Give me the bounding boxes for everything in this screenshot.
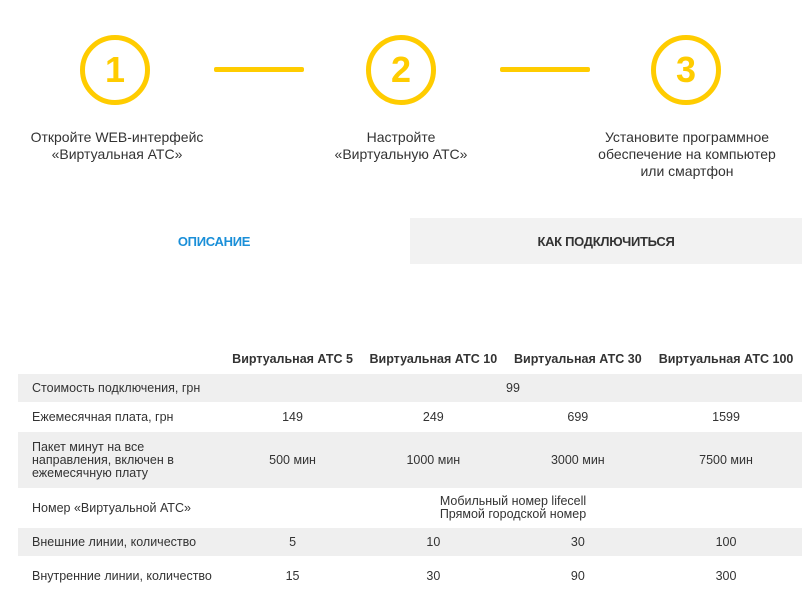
table-header-empty — [18, 338, 224, 374]
table-cell: 149 — [282, 409, 303, 424]
step-connector-2 — [500, 67, 590, 72]
tab-how-to-connect[interactable] — [410, 218, 802, 264]
number-value-line-2: Прямой городской номер — [439, 507, 587, 521]
table-header-plan-10: Виртуальная АТС 10 — [369, 352, 498, 366]
table-row-monthly-fee — [18, 402, 802, 432]
row-label: Стоимость подключения, грн — [18, 374, 224, 402]
step-1-circle — [80, 35, 150, 105]
step-3-line-2: обеспечение на компьютер — [598, 146, 776, 162]
table-header-plan-30: Виртуальная АТС 30 — [513, 352, 642, 366]
table-cell: 1000 мин — [361, 432, 506, 488]
table-header-row — [18, 338, 802, 374]
pricing-table — [18, 338, 802, 596]
step-2-circle — [366, 35, 436, 105]
table-row-minutes — [18, 432, 802, 488]
step-3-line-3: или смартфон — [640, 163, 734, 179]
row-label: Пакет минут на все направления, включен в ежемесячную плату — [18, 432, 224, 488]
table-row-number — [18, 488, 802, 528]
step-connector-1 — [214, 67, 304, 72]
connection-cost-value: 99 — [224, 374, 802, 402]
step-1-line-2: «Виртуальная АТС» — [51, 146, 183, 162]
row-label: Ежемесячная плата, грн — [32, 409, 174, 424]
table-cell: 7500 мин — [650, 432, 802, 488]
step-1-text — [7, 129, 227, 163]
table-cell: 249 — [422, 409, 444, 424]
table-cell: 10 — [361, 528, 506, 556]
step-2-line-1: Настройте — [366, 129, 436, 145]
table-row-external-lines — [18, 528, 802, 556]
table-cell: 300 — [715, 568, 737, 583]
number-value — [224, 488, 802, 528]
table-cell: 1599 — [712, 409, 740, 424]
table-cell: 15 — [285, 568, 300, 583]
step-1-line-1: Откройте WEB-интерфейс — [30, 129, 204, 145]
step-3-text — [577, 129, 797, 180]
tab-description-label: ОПИСАНИЕ — [177, 233, 251, 249]
table-cell: 500 мин — [224, 432, 361, 488]
number-value-line-1: Мобильный номер lifecell — [439, 494, 587, 508]
table-cell: 90 — [570, 568, 585, 583]
step-3-line-1: Установите программное — [604, 129, 770, 145]
table-cell: 100 — [650, 528, 802, 556]
table-row-connection-cost — [18, 374, 802, 402]
step-3-number: 3 — [675, 49, 697, 90]
table-header-plan-100: Виртуальная АТС 100 — [658, 352, 794, 366]
step-2-number: 2 — [390, 49, 412, 90]
table-row-internal-lines — [18, 556, 802, 596]
table-header-plan-5: Виртуальная АТС 5 — [232, 352, 353, 366]
table-cell: 30 — [506, 528, 651, 556]
table-cell: 30 — [426, 568, 441, 583]
row-label: Внешние линии, количество — [18, 528, 224, 556]
tab-how-to-connect-label: КАК ПОДКЛЮЧИТЬСЯ — [537, 233, 675, 249]
table-cell: 3000 мин — [506, 432, 651, 488]
table-cell: 699 — [567, 409, 589, 424]
step-2-text — [291, 129, 511, 163]
step-3-circle — [651, 35, 721, 105]
tab-description[interactable] — [18, 218, 410, 264]
row-label: Номер «Виртуальной АТС» — [32, 500, 191, 515]
step-1-number: 1 — [104, 49, 126, 90]
step-2-line-2: «Виртуальную АТС» — [334, 146, 468, 162]
table-cell: 5 — [224, 528, 361, 556]
row-label: Внутренние линии, количество — [32, 568, 212, 583]
